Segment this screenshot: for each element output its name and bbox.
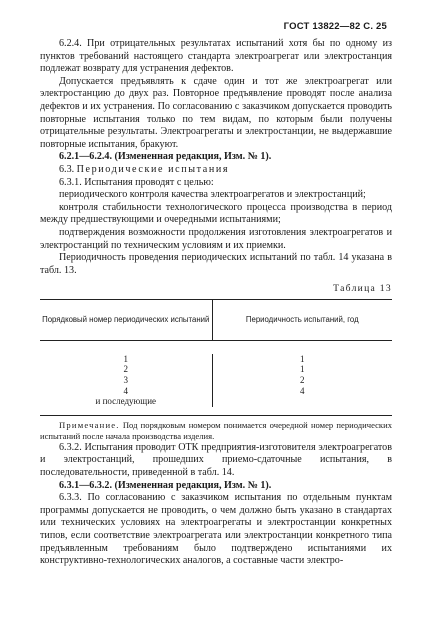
table-cell: 3 — [123, 375, 128, 386]
table-cell: 4 — [123, 385, 128, 396]
col2-values — [213, 354, 392, 407]
paragraph-resubmission: Допускается предъявлять к сдаче один и тот же электроагрегат или электростанцию до двух раз. Повторное предъявление проводят после анализа дефектов и их устранения. По согласованию с заказчиком допускается проводить повторные испытания только по тем видам, по которым были получены отрицательные результаты. Электроагрегаты и электростанции, не выдержавшие повторные испытания, бракуют. — [40, 75, 392, 150]
goal-item-1: периодического контроля качества электроагрегатов и электростанций; — [59, 189, 366, 201]
table-cell: 2 — [123, 364, 128, 375]
section-title: Периодические испытания — [76, 163, 230, 175]
amendment-note-1: 6.2.1—6.2.4. (Измененная редакция, Изм. № 1). — [59, 151, 272, 163]
section-6-3-heading — [40, 164, 392, 177]
col1-header: Порядковый номер периодических испытаний — [40, 300, 213, 340]
table-cell: 1 — [300, 353, 305, 364]
col1-values — [40, 354, 213, 407]
table-note — [40, 420, 392, 442]
periodicity-paragraph: Периодичность проведения периодических испытаний по табл. 14 указана в табл. 13. — [40, 252, 392, 276]
document-body — [40, 38, 392, 568]
note-text: Под порядковым номером понимается очередной номер периодических испытаний после начала производства изделия. — [40, 419, 392, 441]
table-cell: 2 — [300, 375, 305, 386]
table-cell: и последующие — [95, 396, 157, 407]
page-header: ГОСТ 13822—82 С. 25 — [283, 21, 387, 32]
paragraph-6-3-1: 6.3.1. Испытания проводят с целью: — [59, 176, 214, 188]
table-bottom-rule — [40, 415, 392, 416]
table-caption: Таблица 13 — [333, 283, 392, 295]
goal-item-3: подтверждения возможности продолжения изготовления электроагрегатов и электростанций по техническим условиям и их приемки. — [40, 226, 392, 251]
table-13 — [40, 299, 392, 416]
paragraph-6-2-4: 6.2.4. При отрицательных результатах испытаний хотя бы по одному из пунктов требований настоящего стандарта электроагрегат или электростанция подлежат возврату для устранения дефектов. — [40, 38, 392, 75]
note-label: Примечание. — [59, 419, 120, 430]
goal-item-2: контроля стабильности технологического процесса производства в период между предшествующими и очередными испытаниями; — [40, 201, 392, 226]
table-header-row — [40, 300, 392, 341]
table-cell: 1 — [300, 364, 305, 375]
col2-header: Периодичность испытаний, год — [245, 314, 359, 324]
table-cell: 1 — [123, 353, 128, 364]
table-cell: 4 — [300, 385, 305, 396]
paragraph-6-3-2: 6.3.2. Испытания проводит ОТК предприятия-изготовителя электроагрегатов и электростанций, прошедших приемо-сдаточные испытания, в последовательности, приведенной в табл. 14. — [40, 441, 392, 479]
section-number: 6.3. — [59, 163, 75, 175]
paragraph-6-3-3: 6.3.3. По согласованию с заказчиком испытания по отдельным пунктам программы допускается не проводить, о чем должно быть указано в стандартах или технических условиях на электроагрегаты и электростанции конкретных типов, если соответствие электроагрегата или электростанции конкретного типа предъявленным требованиям было подтверждено испытаниями их конструктивно-технологических аналогов, а составные части электро- — [40, 492, 392, 567]
table-body — [40, 341, 392, 415]
amendment-note-2: 6.3.1—6.3.2. (Измененная редакция, Изм. № 1). — [59, 479, 272, 491]
